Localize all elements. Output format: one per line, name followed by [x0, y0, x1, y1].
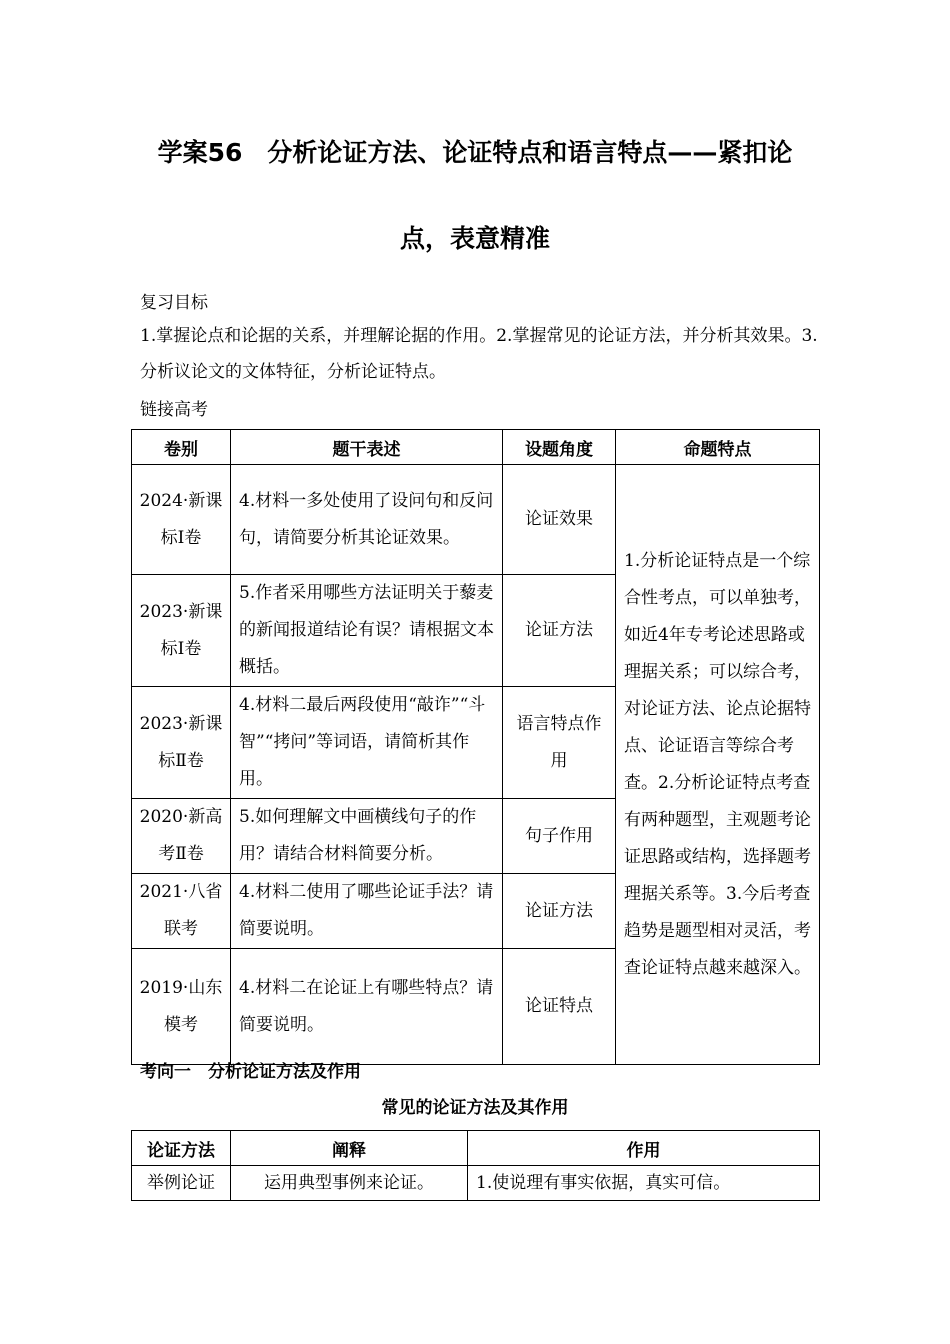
cell-angle: 论证方法: [503, 575, 616, 687]
cell-question: 4.材料二在论证上有哪些特点？请简要说明。: [231, 949, 503, 1065]
header-effect: 作用: [468, 1131, 820, 1166]
review-goals-text: 1.掌握论点和论据的关系，并理解论据的作用。2.掌握常见的论证方法，并分析其效果。3.分析议论文的文体特征，分析论证特点。: [140, 326, 818, 382]
gaokao-link-table: [131, 429, 820, 1065]
header-volume: 卷别: [132, 430, 231, 465]
cell-explain: 运用典型事例来论证。: [231, 1166, 468, 1201]
cell-volume: 2020·新高考Ⅱ卷: [132, 799, 231, 874]
document-title-line2: 点，表意精准: [399, 224, 550, 253]
cell-features: 1.分析论证特点是一个综合性考点，可以单独考，如近4年专考论述思路或理据关系；可以综合考，对论证方法、论点论据特点、论证语言等综合考查。2.分析论证特点考查有两种题型，主观题考论证思路或结构，选择题考理据关系等。3.今后考查趋势是题型相对灵活，考查论证特点越来越深入。: [616, 465, 820, 1065]
table-header-row: [132, 1131, 820, 1166]
cell-angle: 句子作用: [503, 799, 616, 874]
cell-volume: 2021·八省联考: [132, 874, 231, 949]
cell-angle: 论证特点: [503, 949, 616, 1065]
table-row: [132, 465, 820, 575]
cell-volume: 2023·新课标Ⅰ卷: [132, 575, 231, 687]
header-angle: 设题角度: [503, 430, 616, 465]
section-heading: 考向一 分析论证方法及作用: [140, 1062, 361, 1082]
cell-angle: 论证效果: [503, 465, 616, 575]
cell-question: 4.材料二使用了哪些论证手法？请简要说明。: [231, 874, 503, 949]
review-goals-label: 复习目标: [140, 293, 208, 313]
cell-question: 5.如何理解文中画横线句子的作用？请结合材料简要分析。: [231, 799, 503, 874]
methods-table: [131, 1130, 820, 1201]
methods-table-caption: 常见的论证方法及其作用: [381, 1098, 569, 1118]
cell-volume: 2023·新课标Ⅱ卷: [132, 687, 231, 799]
header-features: 命题特点: [616, 430, 820, 465]
table-row: [132, 1166, 820, 1201]
document-title-line1: 学案56 分析论证方法、论证特点和语言特点——紧扣论: [157, 138, 793, 167]
cell-effect: 1.使说理有事实依据，真实可信。: [468, 1166, 820, 1201]
cell-question: 4.材料二最后两段使用“敲诈”“斗智”“拷问”等词语，请简析其作用。: [231, 687, 503, 799]
table-header-row: [132, 430, 820, 465]
cell-question: 5.作者采用哪些方法证明关于藜麦的新闻报道结论有误？请根据文本概括。: [231, 575, 503, 687]
cell-question: 4.材料一多处使用了设问句和反问句，请简要分析其论证效果。: [231, 465, 503, 575]
cell-angle: 语言特点作用: [503, 687, 616, 799]
header-question: 题干表述: [231, 430, 503, 465]
gaokao-link-label: 链接高考: [140, 400, 208, 420]
cell-method: 举例论证: [132, 1166, 231, 1201]
header-method: 论证方法: [132, 1131, 231, 1166]
cell-angle: 论证方法: [503, 874, 616, 949]
cell-volume: 2019·山东模考: [132, 949, 231, 1065]
header-explain: 阐释: [231, 1131, 468, 1166]
cell-volume: 2024·新课标Ⅰ卷: [132, 465, 231, 575]
